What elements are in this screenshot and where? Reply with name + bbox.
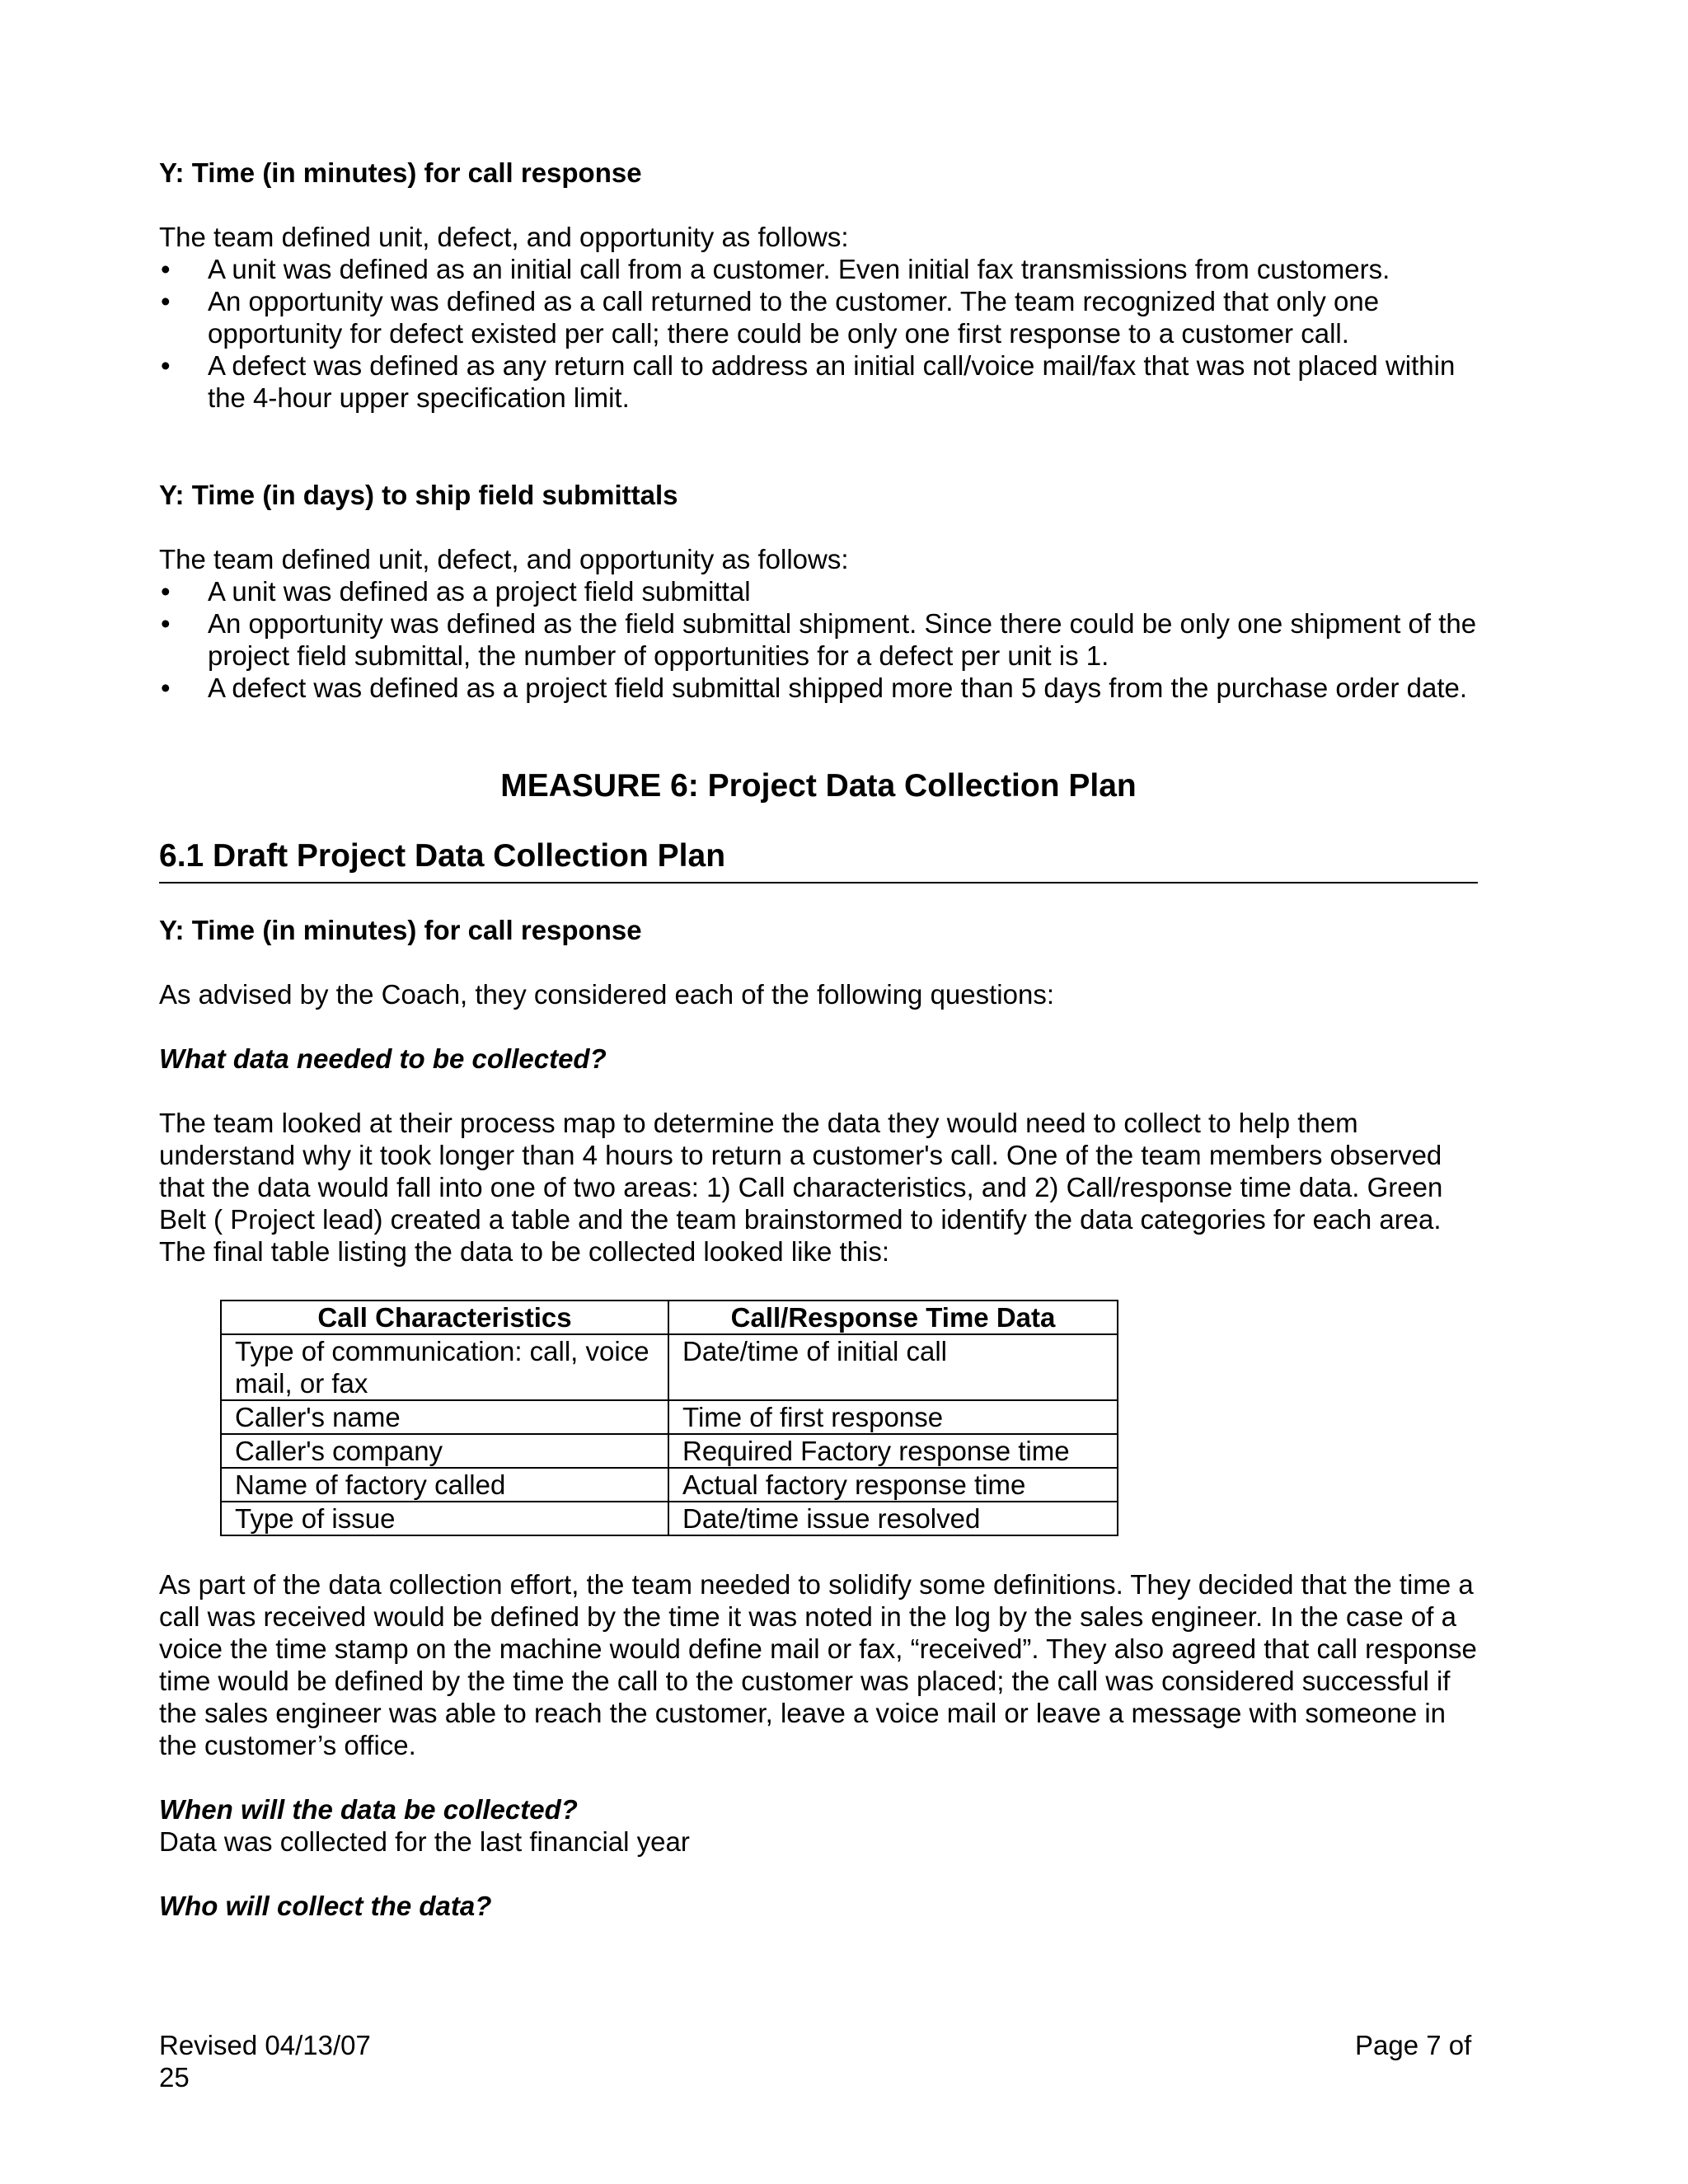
- table-row: [221, 1400, 1118, 1434]
- question-what-data: What data needed to be collected?: [159, 1043, 607, 1074]
- table-cell: Date/time of initial call: [668, 1334, 1118, 1400]
- list-item: • A unit was defined as an initial call from a customer. Even initial fax transmissions from customers.: [159, 253, 1478, 285]
- call-response-heading: Y: Time (in minutes) for call response: [159, 157, 642, 188]
- list-item: • A defect was defined as a project field submittal shipped more than 5 days from the purchase order date.: [159, 672, 1478, 704]
- ship-submittals-heading: Y: Time (in days) to ship field submittals: [159, 480, 678, 510]
- call-defs-list: [159, 253, 1478, 414]
- table-cell: Caller's name: [221, 1400, 668, 1434]
- list-item: • A defect was defined as any return call to address an initial call/voice mail/fax that was not placed within the 4-hour upper specification limit.: [159, 349, 1478, 414]
- table-cell: Required Factory response time: [668, 1434, 1118, 1468]
- table-row: [221, 1468, 1118, 1502]
- list-item: • An opportunity was defined as a call returned to the customer. The team recognized that only one opportunity for defect existed per call; there could be only one first response to a customer call.: [159, 285, 1478, 349]
- call-defs-intro: The team defined unit, defect, and opportunity as follows:: [159, 222, 849, 252]
- table-cell: Name of factory called: [221, 1468, 668, 1502]
- footer-right: [1355, 2029, 1471, 2061]
- table-cell: Type of communication: call, voice mail, or fax: [221, 1334, 668, 1400]
- page-number: Page 7 of: [1355, 2030, 1472, 2060]
- paragraph-data-areas: The team looked at their process map to determine the data they would need to collect to help them understand why it took longer than 4 hours to return a customer's call. One of the team members observed that the data would fall into one of two areas: 1) Call characteristics, and 2) Call/response time data. Green Belt ( Project lead) created a table and the team brainstormed to identify the data categories for each area. The final table listing the data to be collected looked like this:: [159, 1108, 1443, 1267]
- table-row: [221, 1434, 1118, 1468]
- footer-left: [159, 2029, 371, 2093]
- table-cell: Caller's company: [221, 1434, 668, 1468]
- col-header-response-time-data: Call/Response Time Data: [668, 1301, 1118, 1334]
- question-who-collects: Who will collect the data?: [159, 1891, 492, 1921]
- table-cell: Actual factory response time: [668, 1468, 1118, 1502]
- ship-defs-intro: The team defined unit, defect, and opportunity as follows:: [159, 544, 849, 574]
- measure-title: MEASURE 6: Project Data Collection Plan: [500, 768, 1137, 804]
- answer-when-collected: Data was collected for the last financial year: [159, 1826, 690, 1857]
- section-title: 6.1 Draft Project Data Collection Plan: [159, 837, 1478, 883]
- page-content: [159, 157, 1478, 1922]
- ship-defs-list: [159, 575, 1478, 704]
- data-collection-table: [220, 1300, 1118, 1536]
- col-header-call-characteristics: Call Characteristics: [221, 1301, 668, 1334]
- table-row: [221, 1334, 1118, 1400]
- table-header-row: [221, 1301, 1118, 1334]
- table-cell: Time of first response: [668, 1400, 1118, 1434]
- table-cell: Date/time issue resolved: [668, 1502, 1118, 1535]
- revised-date: Revised 04/13/07: [159, 2030, 371, 2060]
- list-item: • A unit was defined as a project field submittal: [159, 575, 1478, 607]
- plan-intro: As advised by the Coach, they considered each of the following questions:: [159, 979, 1055, 1010]
- page-total: 25: [159, 2062, 190, 2093]
- question-when-collected: When will the data be collected?: [159, 1794, 578, 1825]
- table-cell: Type of issue: [221, 1502, 668, 1535]
- table-row: [221, 1502, 1118, 1535]
- plan-heading: Y: Time (in minutes) for call response: [159, 915, 642, 945]
- list-item: • An opportunity was defined as the field submittal shipment. Since there could be only one shipment of the project field submittal, the number of opportunities for a defect per unit is 1.: [159, 607, 1478, 672]
- paragraph-definitions: As part of the data collection effort, the team needed to solidify some definitions. They decided that the time a call was received would be defined by the time it was noted in the log by the sales engineer. In the case of a voice the time stamp on the machine would define mail or fax, “received”. They also agreed that call response time would be defined by the time the call to the customer was placed; the call was considered successful if the sales engineer was able to reach the customer, leave a voice mail or leave a message with someone in the customer’s office.: [159, 1569, 1477, 1760]
